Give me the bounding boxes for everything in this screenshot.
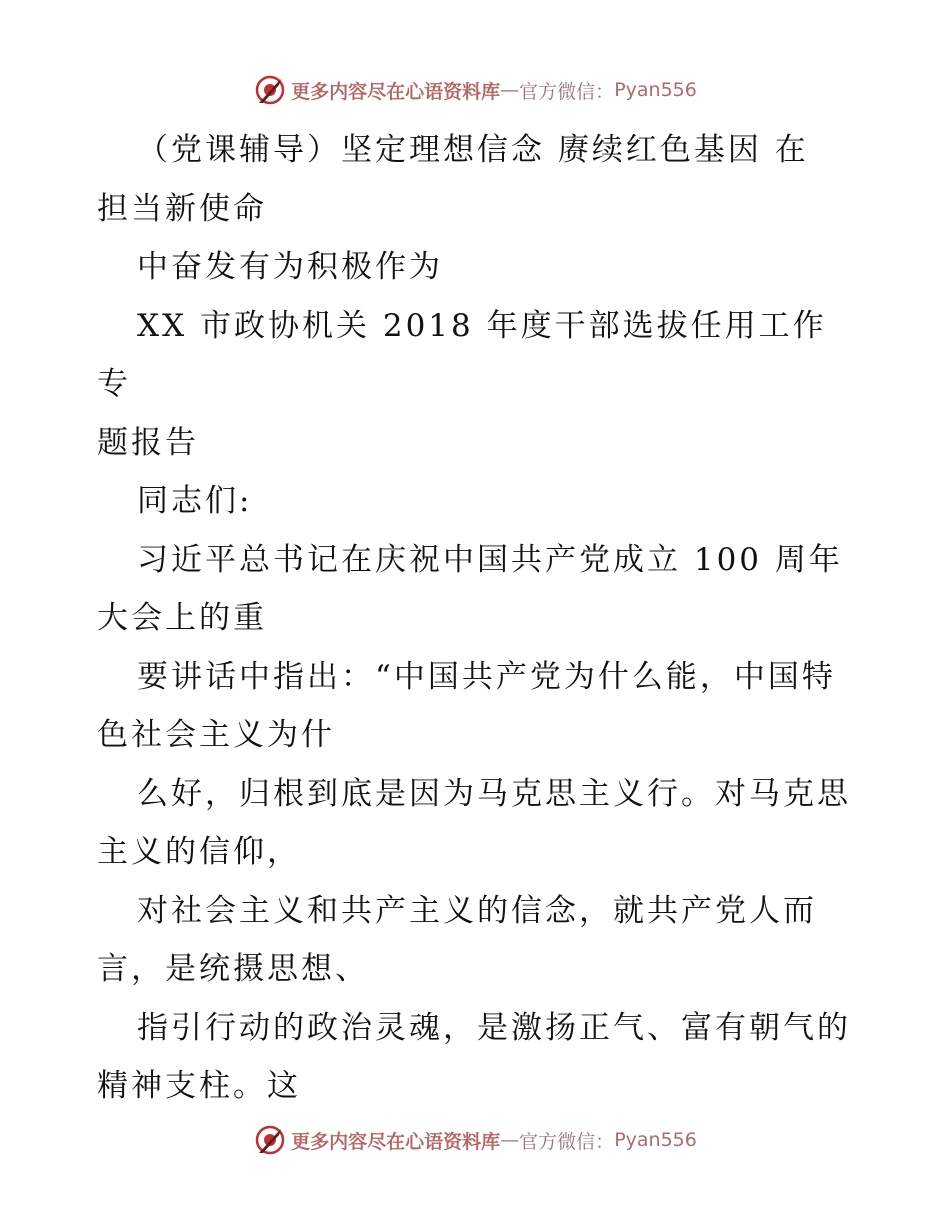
salutation-paragraph [0, 472, 950, 531]
text-line: 大会上的重 [97, 600, 267, 636]
text-line: 言，是统摄思想、 [97, 951, 369, 987]
text-line: 主义的信仰， [97, 834, 301, 870]
text-line: （党课辅导）坚定理想信念 赓续红色基因 在 [137, 132, 809, 168]
banner-dash: — [500, 1129, 520, 1151]
banner-wechat-id: Pyan556 [614, 79, 697, 101]
banner-dash: — [500, 79, 520, 101]
body-paragraph [0, 882, 950, 999]
pen-logo-icon [253, 1123, 287, 1157]
text-line: 同志们: [137, 483, 253, 519]
text-line: 精神支柱。这 [97, 1068, 301, 1104]
report-title-paragraph [0, 297, 950, 473]
banner-site-name: 更多内容尽在心语资料库 [291, 1130, 501, 1153]
banner-wechat-label: 官方微信： [519, 80, 615, 103]
body-paragraph [0, 999, 950, 1116]
banner-wechat-id: Pyan556 [614, 1129, 697, 1151]
body-paragraph [0, 531, 950, 648]
text-line: XX 市政协机关 2018 年度干部选拔任用工作专 [97, 307, 827, 402]
text-line: 题报告 [97, 424, 199, 461]
text-line: 色社会主义为什 [97, 717, 335, 753]
document-body [0, 121, 950, 1116]
text-line: 对社会主义和共产主义的信念，就共产党人而 [137, 892, 817, 929]
subtitle-paragraph [0, 238, 950, 297]
body-paragraph [0, 765, 950, 882]
pen-logo-icon [253, 73, 287, 107]
text-line: 担当新使命 [97, 190, 267, 227]
text-line: 么好，归根到底是因为马克思主义行。对马克思 [137, 775, 851, 812]
text-line: 要讲话中指出：“中国共产党为什么能，中国特 [137, 658, 836, 695]
text-line: 指引行动的政治灵魂，是激扬正气、富有朝气的 [137, 1009, 851, 1046]
body-paragraph [0, 648, 950, 765]
title-paragraph [0, 121, 950, 238]
text-line: 习近平总书记在庆祝中国共产党成立 100 周年 [137, 541, 843, 578]
banner-wechat-label: 官方微信： [519, 1130, 615, 1153]
banner-site-name: 更多内容尽在心语资料库 [291, 80, 501, 103]
text-line: 中奋发有为积极作为 [137, 249, 443, 285]
header-watermark [0, 70, 950, 110]
footer-watermark [0, 1120, 950, 1160]
